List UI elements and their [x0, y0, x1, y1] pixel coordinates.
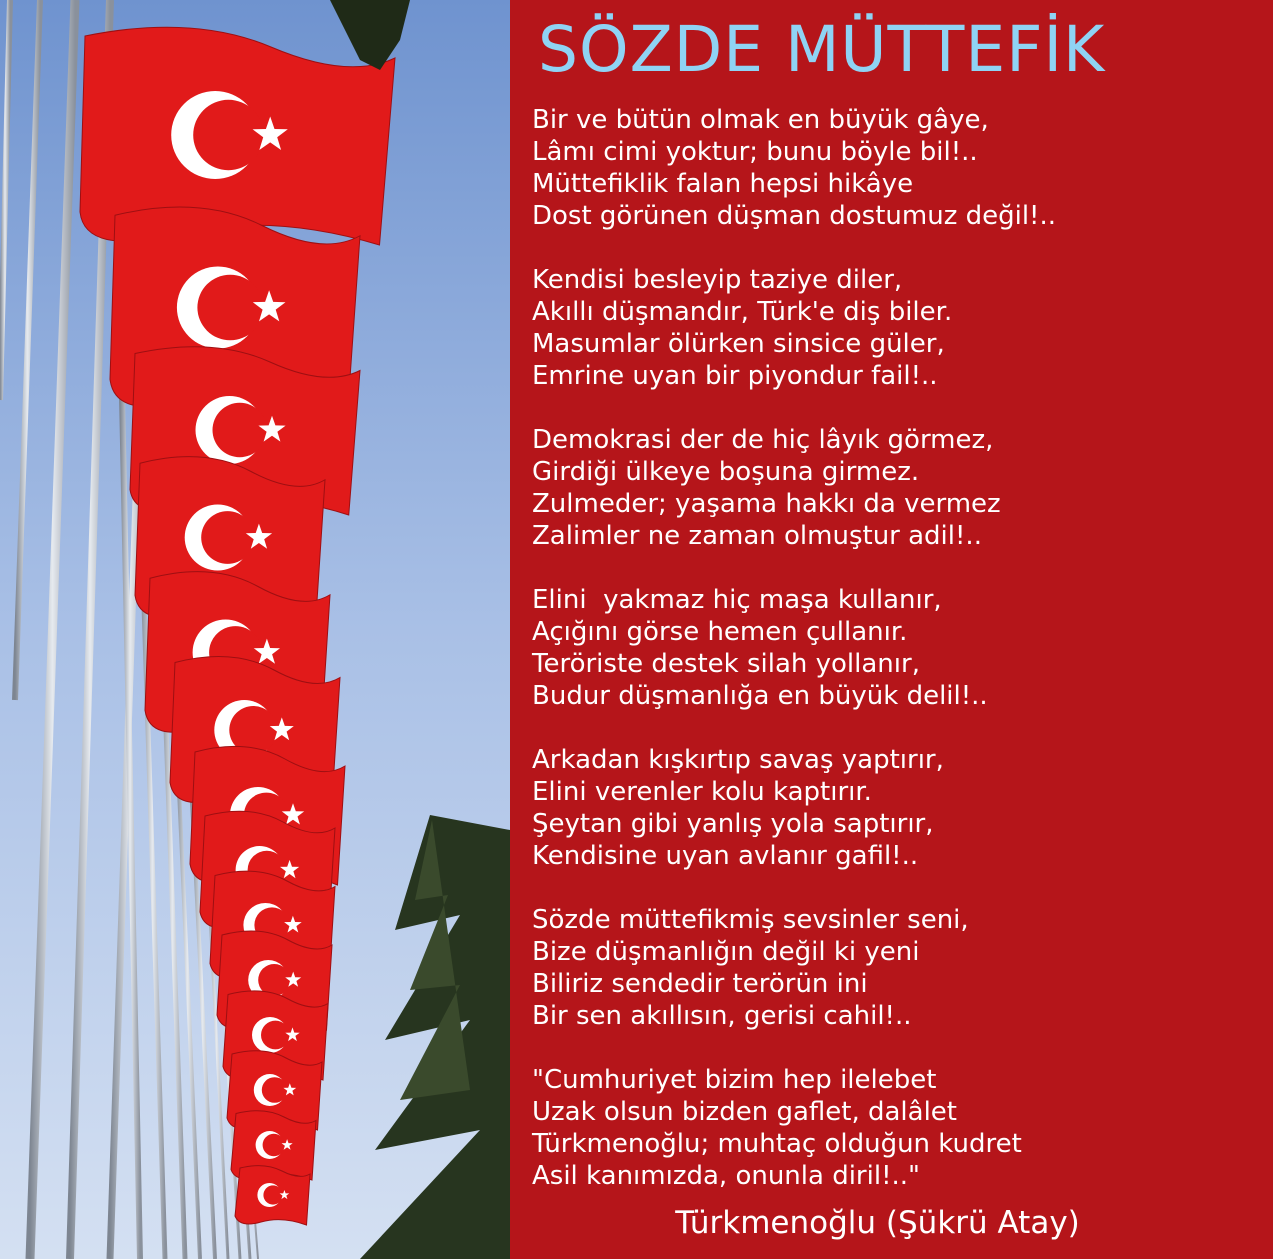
poem-line: Demokrasi der de hiç lâyık görmez,	[532, 425, 994, 455]
poem-line: Biliriz sendedir terörün ini	[532, 969, 868, 999]
poem-line: Uzak olsun bizden gaflet, dalâlet	[532, 1097, 957, 1127]
flags-illustration	[0, 0, 510, 1259]
poem-line: Dost görünen düşman dostumuz değil!..	[532, 201, 1057, 231]
poem-line: Girdiği ülkeye boşuna girmez.	[532, 457, 920, 487]
poem-line: Şeytan gibi yanlış yola saptırır,	[532, 809, 934, 839]
poem-body	[532, 104, 1267, 1224]
poem-panel	[510, 0, 1273, 1259]
poem-line: Akıllı düşmandır, Türk'e diş biler.	[532, 297, 953, 327]
poem-line: Masumlar ölürken sinsice güler,	[532, 329, 945, 359]
poem-line: Emrine uyan bir piyondur fail!..	[532, 361, 938, 391]
flags-photo	[0, 0, 510, 1259]
poem-line: Asil kanımızda, onunla diril!.."	[532, 1161, 920, 1191]
poem-author: Türkmenoğlu (Şükrü Atay)	[675, 1205, 1080, 1241]
poem-stanza	[532, 104, 1267, 232]
poem-stanza	[532, 1064, 1267, 1192]
poem-line: Bir sen akıllısın, gerisi cahil!..	[532, 1001, 912, 1031]
poem-line: "Cumhuriyet bizim hep ilelebet	[532, 1065, 937, 1095]
poem-stanza	[532, 264, 1267, 392]
poem-line: Zalimler ne zaman olmuştur adil!..	[532, 521, 982, 551]
poem-line: Zulmeder; yaşama hakkı da vermez	[532, 489, 1001, 519]
poem-line: Müttefiklik falan hepsi hikâye	[532, 169, 914, 199]
poem-stanza	[532, 424, 1267, 552]
poem-line: Lâmı cimi yoktur; bunu böyle bil!..	[532, 137, 978, 167]
poem-line: Açığını görse hemen çullanır.	[532, 617, 908, 647]
poem-line: Budur düşmanlığa en büyük delil!..	[532, 681, 988, 711]
poem-line: Elini verenler kolu kaptırır.	[532, 777, 872, 807]
poem-line: Arkadan kışkırtıp savaş yaptırır,	[532, 745, 944, 775]
poem-stanza	[532, 744, 1267, 872]
poem-line: Sözde müttefikmiş sevsinler seni,	[532, 905, 969, 935]
poem-stanza	[532, 584, 1267, 712]
poem-line: Teröriste destek silah yollanır,	[532, 649, 920, 679]
poem-title: SÖZDE MÜTTEFİK	[538, 13, 1106, 86]
poem-line: Türkmenoğlu; muhtaç olduğun kudret	[532, 1129, 1022, 1159]
poem-line: Kendisine uyan avlanır gafil!..	[532, 841, 919, 871]
poem-line: Kendisi besleyip taziye diler,	[532, 265, 903, 295]
poem-line: Bize düşmanlığın değil ki yeni	[532, 937, 920, 967]
poem-line: Elini yakmaz hiç maşa kullanır,	[532, 585, 942, 615]
poem-line: Bir ve bütün olmak en büyük gâye,	[532, 105, 989, 135]
poem-stanza	[532, 904, 1267, 1032]
